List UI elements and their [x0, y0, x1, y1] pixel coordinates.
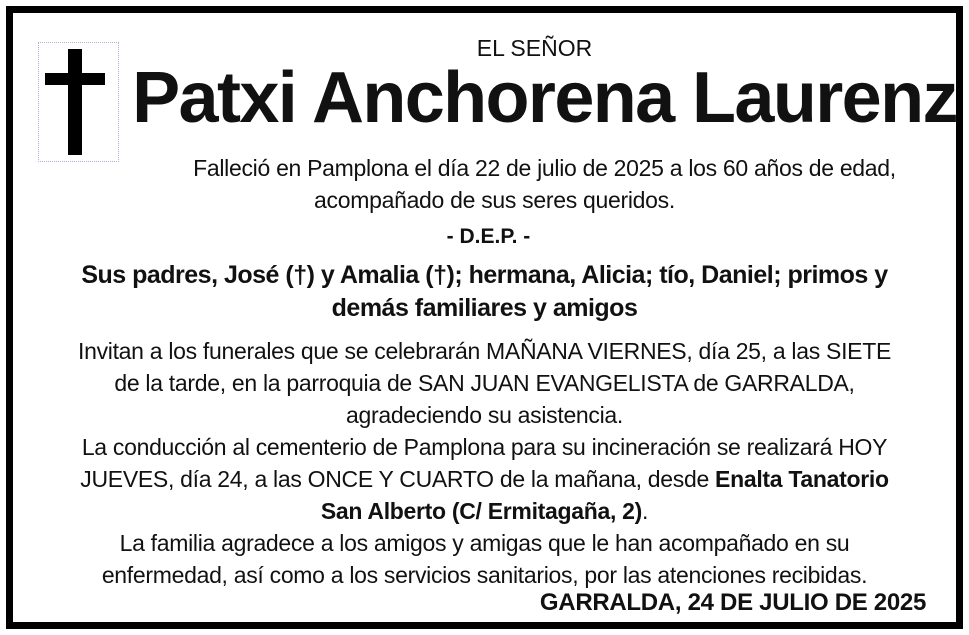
- death-line-1: Falleció en Pamplona el día 22 de julio de 2025 a los 60 años de edad,: [193, 155, 896, 181]
- conduction-line-1: La conducción al cementerio de Pamplona para su incineración se realizará HOY: [81, 434, 888, 460]
- dep-line: - D.E.P. -: [446, 225, 531, 248]
- conduction-line-2: [13, 466, 956, 493]
- conduction-line-3: [13, 498, 956, 525]
- funeral-line-2: de la tarde, en la parroquia de SAN JUAN EVANGELISTA de GARRALDA,: [114, 370, 855, 396]
- family-line-2: demás familiares y amigos: [331, 294, 638, 322]
- death-line-2: acompañado de sus seres queridos.: [314, 187, 675, 213]
- obituary-notice: [6, 6, 963, 629]
- tanatorio-name: Enalta Tanatorio: [715, 466, 889, 492]
- family-line-1: Sus padres, José (†) y Amalia (†); hermana, Alicia; tío, Daniel; primos y: [81, 261, 888, 289]
- funeral-line-1: Invitan a los funerales que se celebrarán MAÑANA VIERNES, día 25, a las SIETE: [78, 338, 891, 364]
- tanatorio-address: San Alberto (C/ Ermitagaña, 2): [320, 498, 643, 524]
- conduction-line-3-end: .: [642, 498, 649, 524]
- conduction-line-2-text: JUEVES, día 24, a las ONCE Y CUARTO de la mañana, desde: [80, 466, 716, 492]
- thanks-line-1: La familia agradece a los amigos y amigas que le han acompañado en su: [119, 530, 850, 556]
- funeral-line-3: agradeciendo su asistencia.: [345, 402, 624, 428]
- place-date: GARRALDA, 24 DE JULIO DE 2025: [539, 589, 926, 616]
- title-prefix: EL SEÑOR: [476, 35, 593, 61]
- thanks-line-2: enfermedad, así como a los servicios sanitarios, por las atenciones recibidas.: [101, 562, 868, 588]
- deceased-name: Patxi Anchorena Laurenz: [132, 58, 957, 138]
